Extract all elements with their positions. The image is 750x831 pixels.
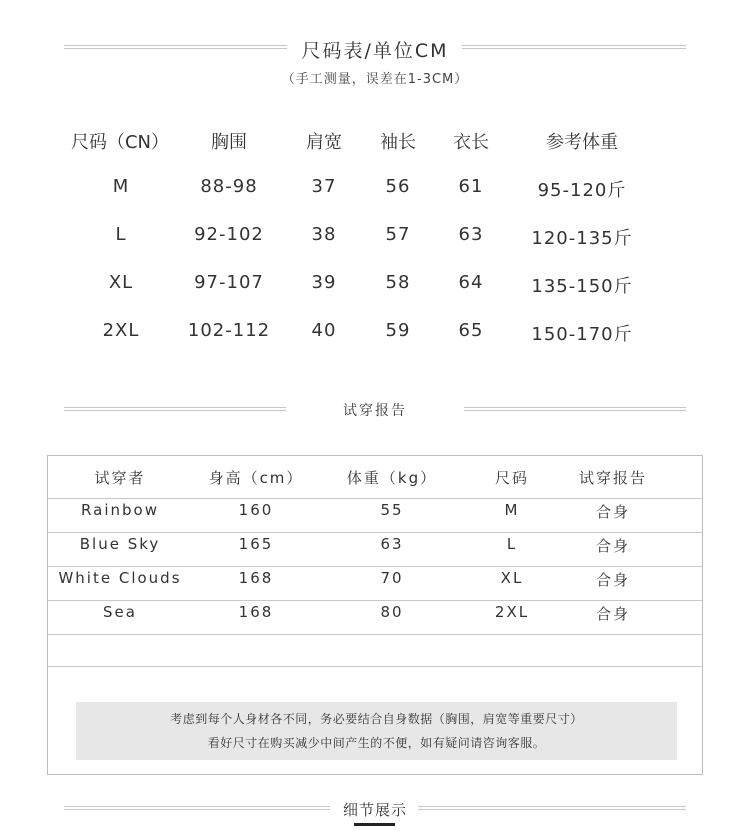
size-cell: 65 (458, 320, 484, 341)
size-cell: 57 (385, 224, 411, 245)
size-chart-header: 肩宽 (306, 132, 342, 153)
fit-note-line: 考虑到每个人身材各不同，务必要结合自身数据（胸围，肩宽等重要尺寸） (170, 712, 583, 726)
size-cell: 95-120斤 (537, 180, 627, 201)
size-cell: M (112, 176, 130, 197)
size-cell: 58 (385, 272, 411, 293)
fit-report-header: 试穿报告 (578, 469, 647, 487)
title-underline (354, 823, 395, 826)
size-cell: 64 (458, 272, 484, 293)
fit-report-cell: 合身 (595, 605, 630, 623)
fit-note-line: 看好尺寸在购买减少中间产生的不便，如有疑问请咨询客服。 (207, 736, 546, 750)
size-cell: 59 (385, 320, 411, 341)
size-cell: 37 (311, 176, 337, 197)
size-chart-header: 胸围 (211, 132, 247, 153)
fit-report-cell: 55 (380, 501, 404, 519)
fit-report-cell: White Clouds (58, 569, 182, 587)
size-cell: 2XL (102, 320, 140, 341)
size-chart-title: 尺码表/单位CM (301, 40, 449, 62)
size-cell: 92-102 (194, 224, 264, 245)
fit-report-cell: 70 (380, 569, 404, 587)
fit-report-header: 试穿者 (94, 469, 146, 487)
size-chart-header: 参考体重 (546, 132, 618, 153)
size-cell: 38 (311, 224, 337, 245)
size-cell: 56 (385, 176, 411, 197)
size-cell: 88-98 (200, 176, 258, 197)
fit-report-cell: L (506, 535, 518, 553)
fit-report-cell: XL (500, 569, 524, 587)
row-divider (48, 532, 702, 533)
fit-note (76, 702, 677, 760)
fit-report-header: 尺码 (494, 469, 529, 487)
fit-report-cell: 合身 (595, 503, 630, 521)
size-cell: 63 (458, 224, 484, 245)
size-cell: XL (108, 272, 134, 293)
fit-report-cell: 165 (238, 535, 274, 553)
size-cell: 102-112 (187, 320, 271, 341)
fit-report-cell: Rainbow (81, 501, 159, 519)
fit-report-header: 体重（kg） (346, 469, 438, 487)
size-cell: L (115, 224, 127, 245)
fit-report-cell: M (504, 501, 520, 519)
fit-report-cell: 80 (380, 603, 404, 621)
size-chart-subtitle: （手工测量，误差在1-3CM） (281, 72, 469, 87)
fit-report-cell: Blue Sky (79, 535, 161, 553)
size-cell: 39 (311, 272, 337, 293)
row-divider (48, 566, 702, 567)
size-cell: 40 (311, 320, 337, 341)
fit-report-cell: 160 (238, 501, 274, 519)
size-cell: 135-150斤 (531, 276, 633, 297)
row-divider (48, 634, 702, 635)
size-cell: 61 (458, 176, 484, 197)
size-chart-header: 衣长 (453, 132, 489, 153)
size-cell: 120-135斤 (531, 228, 633, 249)
fit-report-cell: 合身 (595, 537, 630, 555)
row-divider (48, 600, 702, 601)
fit-report-cell: 168 (238, 603, 274, 621)
fit-report-cell: 63 (380, 535, 404, 553)
size-chart-header: 尺码（CN） (70, 132, 170, 153)
fit-report-cell: Sea (103, 603, 137, 621)
fit-report-cell: 合身 (595, 571, 630, 589)
size-cell: 150-170斤 (531, 324, 633, 345)
fit-report-header: 身高（cm） (208, 469, 304, 487)
fit-report-cell: 168 (238, 569, 274, 587)
row-divider (48, 666, 702, 667)
fit-report-cell: 2XL (494, 603, 530, 621)
size-chart-header: 袖长 (380, 132, 416, 153)
fit-report-title: 试穿报告 (343, 403, 407, 419)
row-divider (48, 498, 702, 499)
size-cell: 97-107 (194, 272, 264, 293)
details-title: 细节展示 (342, 801, 407, 819)
